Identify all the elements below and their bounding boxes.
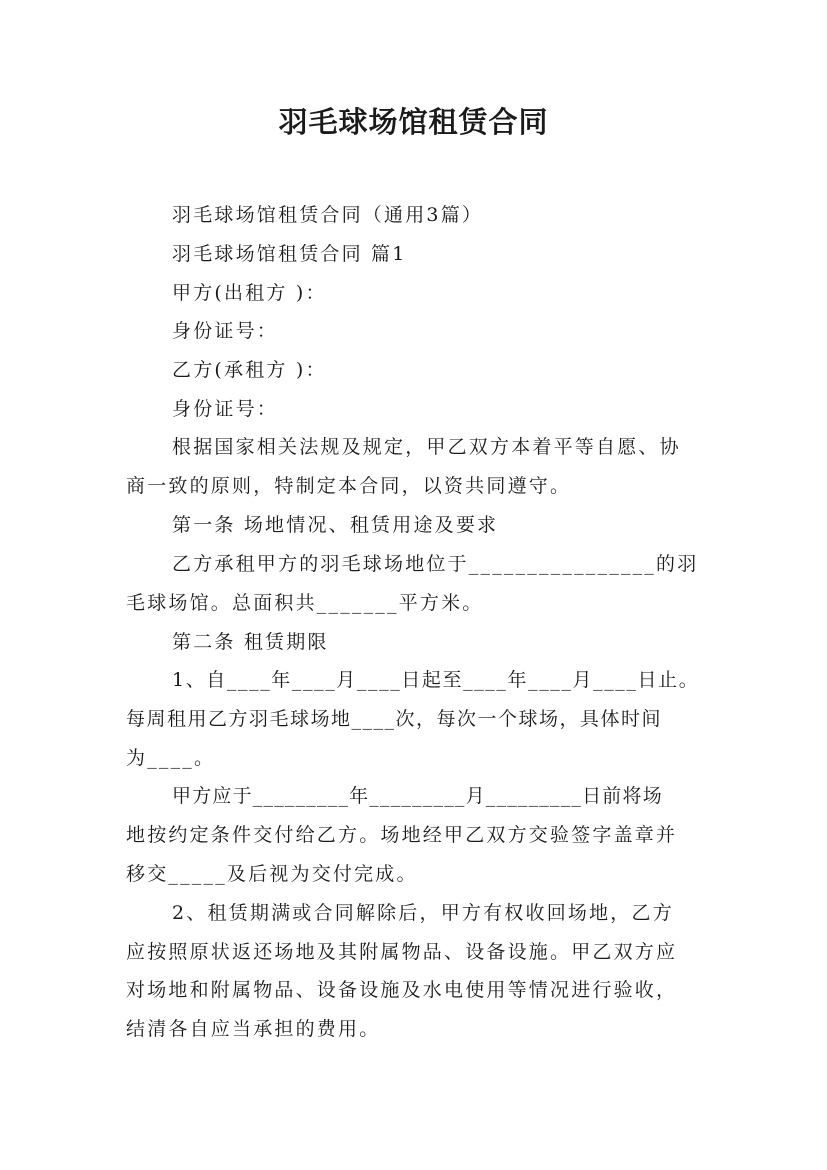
paragraph-line: 结清各自应当承担的费用。 bbox=[126, 1018, 381, 1040]
paragraph-line: 每周租用乙方羽毛球场地____次，每次一个球场，具体时间 bbox=[126, 708, 663, 730]
article-heading: 第二条 租赁期限 bbox=[172, 631, 329, 653]
paragraph-line: 1、自____年____月____日起至____年____月____日止。 bbox=[172, 669, 700, 691]
paragraph-line: 根据国家相关法规及规定，甲乙双方本着平等自愿、协 bbox=[172, 436, 681, 458]
paragraph-line: 甲方应于_________年_________月_________日前将场 bbox=[172, 785, 663, 807]
party-a-id-line: 身份证号： bbox=[172, 320, 279, 342]
paragraph-line: 对场地和附属物品、设备设施及水电使用等情况进行验收， bbox=[126, 979, 678, 1001]
subtitle-line: 羽毛球场馆租赁合同（通用3篇） bbox=[172, 204, 484, 226]
paragraph-line: 商一致的原则，特制定本合同，以资共同遵守。 bbox=[126, 475, 572, 497]
section-heading: 羽毛球场馆租赁合同 篇1 bbox=[172, 243, 407, 265]
paragraph-line: 为____。 bbox=[126, 747, 216, 769]
paragraph-line: 毛球场馆。总面积共_______平方米。 bbox=[126, 592, 484, 614]
party-a-line: 甲方(出租方 )： bbox=[172, 282, 327, 304]
party-b-id-line: 身份证号： bbox=[172, 398, 279, 420]
document-title: 羽毛球场馆租赁合同 bbox=[278, 105, 549, 139]
paragraph-line: 乙方承租甲方的羽毛球场地位于________________的羽 bbox=[172, 553, 699, 575]
paragraph-line: 应按照原状返还场地及其附属物品、设备设施。甲乙双方应 bbox=[126, 941, 678, 963]
article-heading: 第一条 场地情况、租赁用途及要求 bbox=[172, 514, 499, 536]
paragraph-line: 地按约定条件交付给乙方。场地经甲乙双方交验签字盖章并 bbox=[126, 824, 678, 846]
paragraph-line: 2、租赁期满或合同解除后，甲方有权收回场地，乙方 bbox=[172, 902, 674, 924]
party-b-line: 乙方(承租方 )： bbox=[172, 359, 327, 381]
paragraph-line: 移交_____及后视为交付完成。 bbox=[126, 863, 418, 885]
